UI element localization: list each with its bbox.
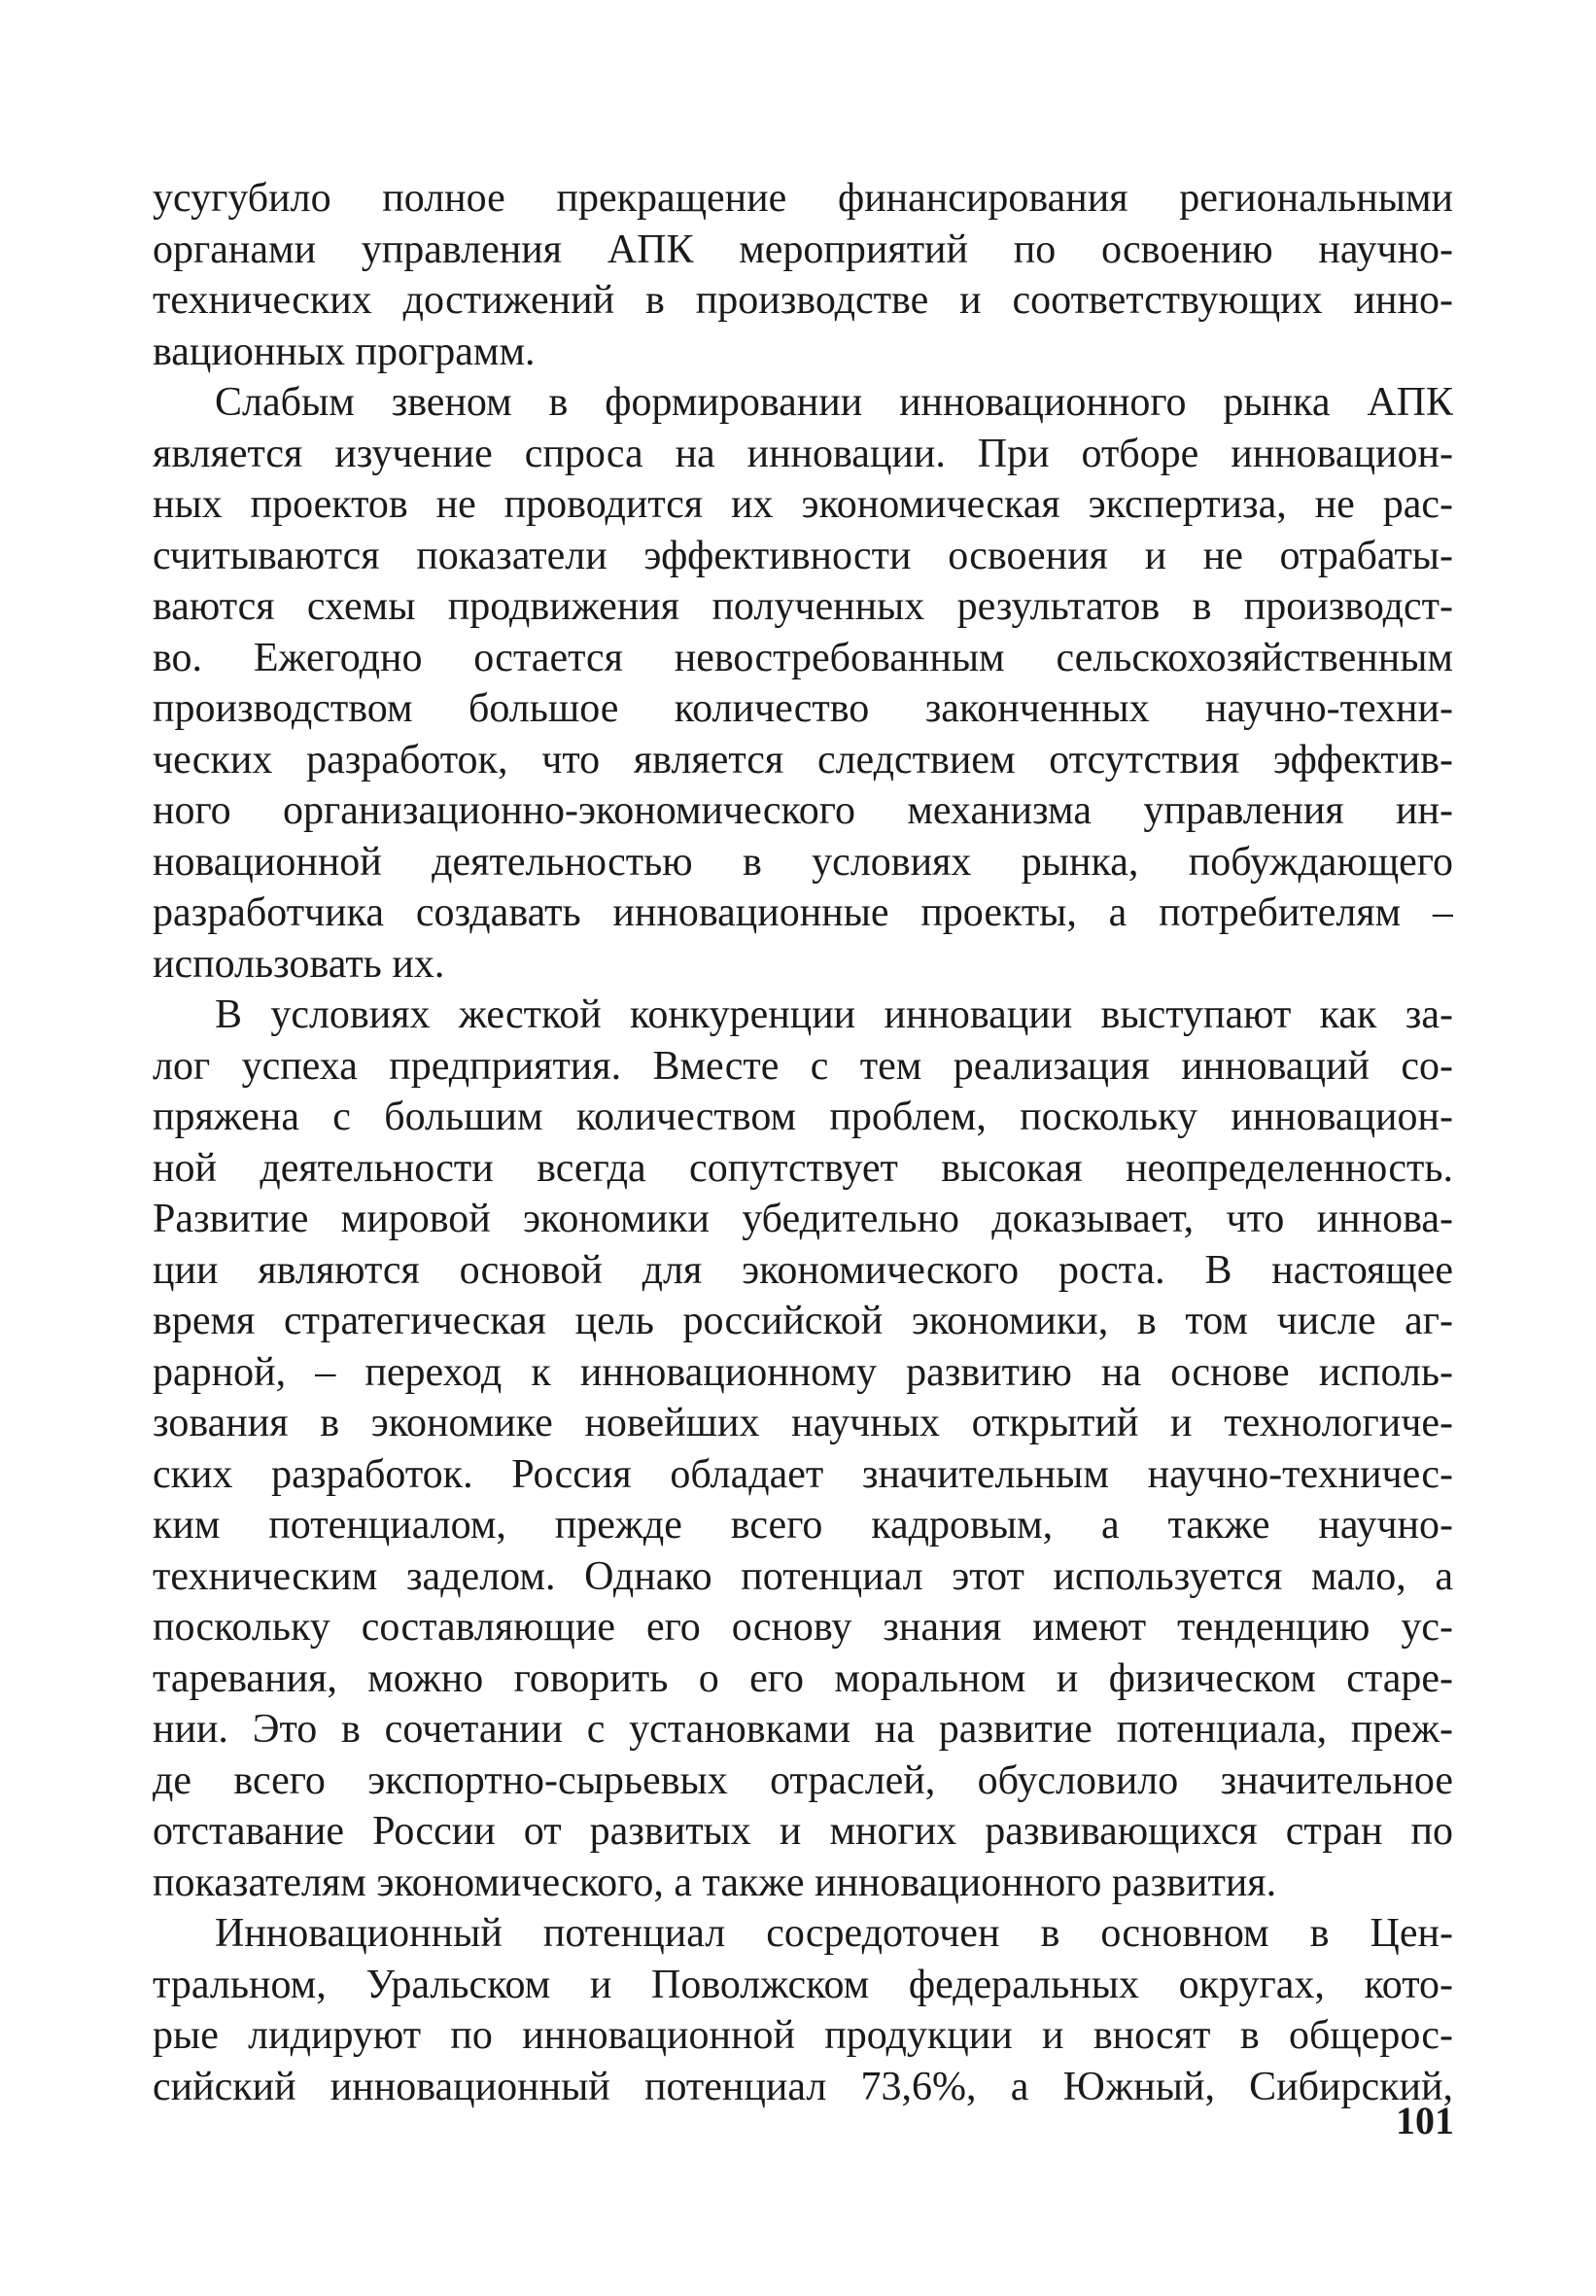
text-line: отставание России от развитых и многих развивающихся стран по — [153, 1809, 1453, 1854]
text-line: лог успеха предприятия. Вместе с тем реализация инноваций со- — [153, 1043, 1453, 1089]
text-line: поскольку составляющие его основу знания имеют тенденцию ус- — [153, 1605, 1453, 1650]
text-line: органами управления АПК мероприятий по освоению научно- — [153, 226, 1453, 272]
text-line: является изучение спроса на инновации. При отборе инновацион- — [153, 431, 1453, 476]
text-line: ваются схемы продвижения полученных результатов в производст- — [153, 584, 1453, 629]
text-line: ских разработок. Россия обладает значительным научно-техничес- — [153, 1451, 1453, 1497]
paragraph — [153, 173, 1453, 377]
text-line: Развитие мировой экономики убедительно доказывает, что иннова- — [153, 1197, 1453, 1241]
page-text-block — [153, 173, 1453, 2112]
text-line: Слабым звеном в формировании инновационного рынка АПК — [215, 380, 1453, 425]
page-number: 101 — [1396, 2099, 1454, 2142]
text-line: усугубило полное прекращение финансирования региональными — [153, 176, 1453, 221]
text-line: сийский инновационный потенциал 73,6%, а Южный, Сибирский, — [153, 2064, 1453, 2109]
text-line: нии. Это в сочетании с установками на развитие потенциала, преж- — [153, 1707, 1453, 1752]
text-line: техническим заделом. Однако потенциал этот используется мало, а — [153, 1553, 1453, 1599]
text-line: ной деятельности всегда сопутствует высокая неопределенность. — [153, 1145, 1453, 1191]
text-line: показателям экономического, а также инновационного развития. — [153, 1860, 1277, 1905]
text-line: пряжена с большим количеством проблем, поскольку инновацион- — [153, 1095, 1453, 1139]
text-line: считываются показатели эффективности освоения и не отрабаты- — [153, 533, 1453, 578]
text-line: ного организационно-экономического механизма управления ин- — [153, 788, 1453, 833]
text-line: разработчика создавать инновационные проекты, а потребителям – — [153, 890, 1453, 935]
text-line: производством большое количество законченных научно-техни- — [153, 686, 1453, 731]
paragraph — [153, 1908, 1453, 2112]
text-line: ким потенциалом, прежде всего кадровым, а также научно- — [153, 1503, 1453, 1548]
text-line: во. Ежегодно остается невостребованным сельскохозяйственным — [153, 635, 1453, 680]
text-line: рарной, – переход к инновационному развитию на основе исполь- — [153, 1349, 1453, 1395]
text-line: время стратегическая цель российской экономики, в том числе аг- — [153, 1299, 1453, 1343]
text-line: новационной деятельностью в условиях рынка, побуждающего — [153, 839, 1453, 885]
text-line: ции являются основой для экономического роста. В настоящее — [153, 1247, 1453, 1293]
text-line: ческих разработок, что является следствием отсутствия эффектив- — [153, 737, 1453, 783]
text-line: вационных программ. — [153, 329, 536, 374]
text-line: В условиях жесткой конкуренции инновации выступают как за- — [215, 992, 1453, 1037]
text-line: зования в экономике новейших научных открытий и технологиче- — [153, 1401, 1453, 1445]
text-line: ных проектов не проводится их экономическая экспертиза, не рас- — [153, 482, 1453, 527]
text-line: технических достижений в производстве и соответствующих инно- — [153, 278, 1453, 323]
text-line: использовать их. — [153, 941, 445, 987]
paragraph — [153, 377, 1453, 990]
text-line: Инновационный потенциал сосредоточен в основном в Цен- — [215, 1911, 1453, 1956]
text-line: таревания, можно говорить о его моральном и физическом старе- — [153, 1655, 1453, 1701]
text-line: рые лидируют по инновационной продукции и вносят в общерос- — [153, 2013, 1453, 2058]
text-line: тральном, Уральском и Поволжском федеральных округах, кото- — [153, 1962, 1453, 2007]
paragraph — [153, 990, 1453, 1908]
text-line: де всего экспортно-сырьевых отраслей, обусловило значительное — [153, 1757, 1453, 1803]
